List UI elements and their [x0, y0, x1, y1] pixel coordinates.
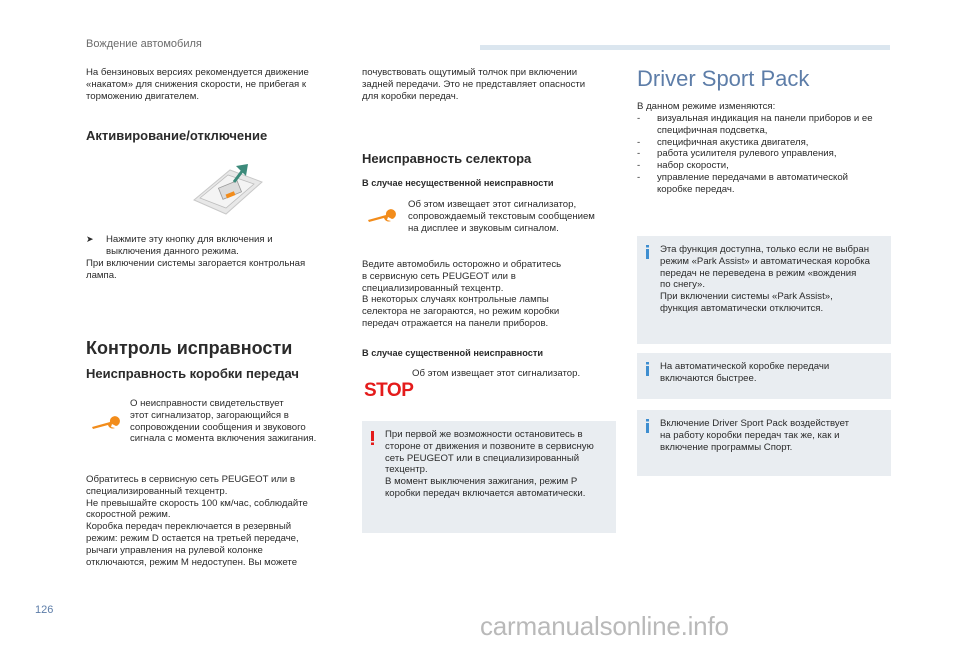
stop-icon: STOP: [364, 380, 414, 401]
major-fault-title: В случае существенной неисправности: [362, 348, 543, 358]
header-bar: [480, 45, 890, 50]
stop-note-box: При первой же возможности остановитесь в стороне от движения и позвоните в сервисную сеть PEUGEOT или в специализированный техцентр. В момент выключения зажигания, режим P коробки передач включается автоматически.: [362, 421, 616, 533]
sport-pack-lead: В данном режиме изменяются:: [637, 101, 776, 112]
press-button-instruction: ➤ Нажмите эту кнопку для включения и выключения данного режима.: [86, 234, 273, 257]
info-icon: [646, 362, 649, 381]
sport-button-illustration: [190, 160, 266, 218]
section-title-diagnostics: Контроль исправности: [86, 338, 293, 358]
gearbox-fault-title: Неисправность коробки передач: [86, 366, 299, 381]
gearbox-fault-instructions: Обратитесь в сервисную сеть PEUGEOT или в специализированный техцентр. Не превышайте скорость 100 км/час, соблюдайте скоростной режим. Коробка передач переключается в резервный режим: режим D остается на третьей передаче, рычаги управления на рулевой колонке отключаются, режим M недоступен. Вы можете: [86, 474, 308, 568]
list-item: - работа усилителя рулевого управления,: [637, 148, 897, 160]
list-item: - управление передачами в автоматической коробке передач.: [637, 172, 897, 196]
sport-pack-changes-list: [637, 113, 897, 196]
press-button-result: При включении системы загорается контрольная лампа.: [86, 258, 306, 281]
watermark: carmanualsonline.info: [480, 611, 729, 641]
list-item: - набор скорости,: [637, 160, 897, 172]
exclamation-icon: [371, 431, 374, 450]
gearbox-fault-continuation: почувствовать ощутимый толчок при включении задней передачи. Это не представляет опасности для коробки передач.: [362, 67, 586, 102]
activation-title: Активирование/отключение: [86, 128, 268, 143]
selector-fault-title: Неисправность селектора: [362, 151, 532, 166]
wrench-icon: [366, 209, 398, 225]
page-number: 126: [35, 604, 54, 616]
minor-fault-title: В случае несущественной неисправности: [362, 178, 554, 188]
wrench-icon: [90, 416, 122, 432]
info-note-automatic-gearbox: На автоматической коробке передачи включаются быстрее.: [637, 353, 891, 399]
info-note-sport-program: Включение Driver Sport Pack воздействует на работу коробки передач так же, как и включение программы Спорт.: [637, 410, 891, 476]
minor-fault-warning-text: Об этом извещает этот сигнализатор, сопровождаемый текстовым сообщением на дисплее и звуковым сигналом.: [408, 199, 595, 234]
list-item: - визуальная индикация на панели приборов и ее специфичная подсветка,: [637, 113, 897, 137]
gearbox-warning-text: О неисправности свидетельствует этот сигнализатор, загорающийся в сопровождении сообщения и звукового сигнала с момента включения зажигания.: [130, 398, 317, 445]
driver-sport-pack-title: Driver Sport Pack: [637, 66, 810, 91]
info-icon: [646, 419, 649, 438]
intro-paragraph: На бензиновых версиях рекомендуется движение «накатом» для снижения скорости, не прибегая к торможению двигателем.: [86, 67, 309, 102]
info-note-park-assist: Эта функция доступна, только если не выбран режим «Park Assist» и автоматическая коробка передач не переведена в режим «вождения по снегу». При включении системы «Park Assist», функция автоматически отключится.: [637, 236, 891, 344]
header-title: Вождение автомобиля: [86, 38, 202, 50]
major-fault-warning-text: Об этом извещает этот сигнализатор.: [412, 368, 581, 379]
minor-fault-instructions: Ведите автомобиль осторожно и обратитесь в сервисную сеть PEUGEOT или в специализированный техцентр. В некоторых случаях контрольные лампы селектора не загораются, но режим коробки передач отражается на панели приборов.: [362, 259, 562, 329]
arrow-bullet-icon: ➤: [86, 234, 94, 244]
info-icon: [646, 245, 649, 264]
list-item: - специфичная акустика двигателя,: [637, 137, 897, 149]
